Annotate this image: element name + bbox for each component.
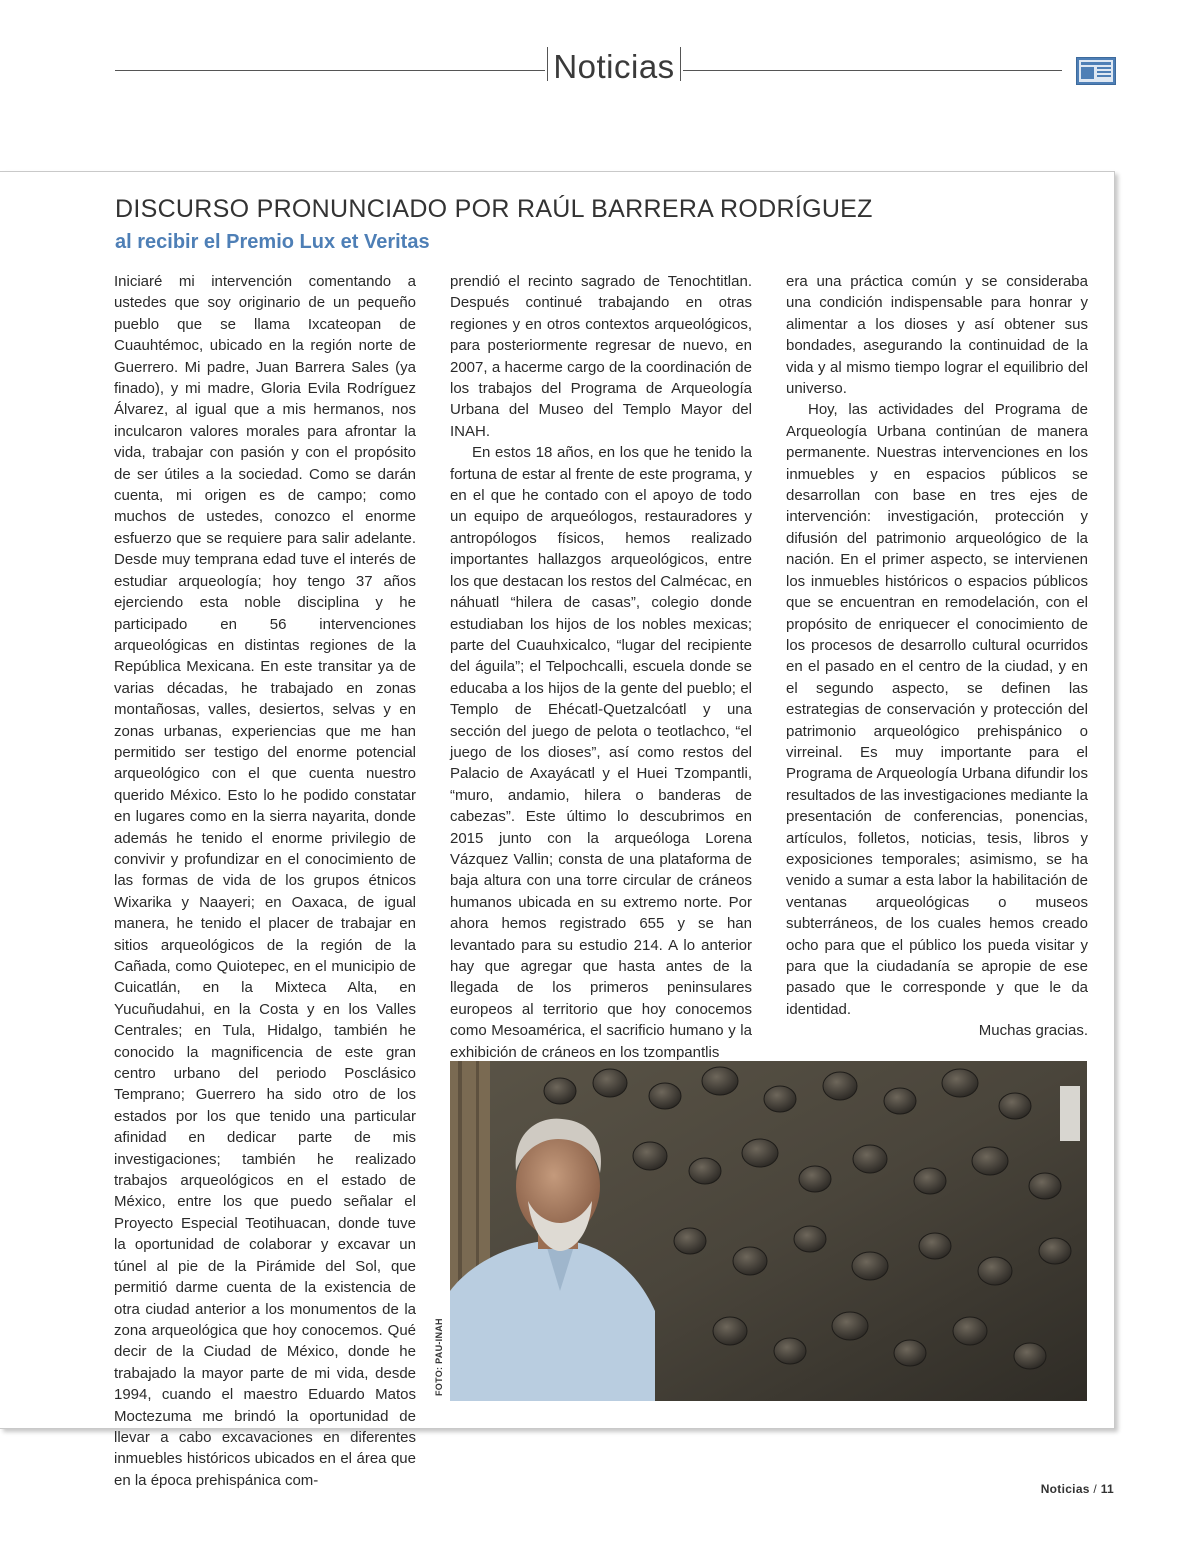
closing-line: Muchas gracias. xyxy=(978,1022,1088,1040)
paragraph: Hoy, las actividades del Programa de Arqueología Urbana continúan de manera permanente. Nuestras intervenciones en los inmuebles y en espacios públicos se desarrollan con base en tres ejes de intervención: investigación, protección y difusión del patrimonio arqueológico de la nación. En el primer aspecto, se intervienen los inmuebles históricos o espacios públicos que se encuentran en remodelación, con el propósito de enriquecer el conocimiento de los procesos de desarrollo cultural ocurridos en el pasado en el centro de la ciudad, y en el segundo aspecto, se definen las estrategias de conservación y protección del patrimonio arqueológico prehispánico o virreinal. Es muy importante para el Programa de Arqueología Urbana difundir los resultados de las investigaciones mediante la presentación de conferencias, ponencias, artículos, folletos, noticias, tesis, libros y exposiciones temporales; asimismo, se ha venido a sumar a esta labor la habilitación de ventanas arqueológicas o museos subterráneos, de los cuales hemos creado ocho para que el público los pueda visitar y para que la ciudadanía se apropie de ese pasado que le corresponde y que le da identidad. xyxy=(786,401,1088,1018)
article-column-2 xyxy=(450,271,752,1061)
paragraph: En estos 18 años, en los que he tenido la fortuna de estar al frente de este programa, y en el que he contado con el apoyo de todo un equipo de arqueólogos, restauradores y antropólogos físicos, hemos realizado importantes hallazgos arqueológicos, entre los que destacan los restos del Calmécac, en náhuatl “hilera de casas”, colegio donde estudiaban los hijos de los nobles mexicas; parte del Cuauhxicalco, “lugar del recipiente del águila”; el Telpochcalli, escuela donde se educaba a los hijos de la gente del pueblo; el Templo de Ehécatl-Quetzalcóatl y una sección del juego de pelota o teotlachco, “el juego de los dioses”, así como restos del Palacio de Axayácatl y el Huei Tzompantli, “muro, andamio, hilera o banderas de cabezas”. Este último lo descubrimos en 2015 junto con la arqueóloga Lorena Vázquez Vallin; consta de una plataforma de baja altura con una torre circular de cráneos humanos ubicada en su extremo norte. Por ahora hemos registrado 655 y se han levantado para su estudio 214. A lo anterior hay que agregar que hasta antes de la llegada de los primeros peninsulares europeos al territorio que hoy conocemos como Mesoamérica, el sacrificio humano y la exhibición de cráneos en los tzompantlis xyxy=(450,444,752,1061)
paragraph: Iniciaré mi intervención comentando a ustedes que soy originario de un pequeño pueblo que se llama Ixcateopan de Cuauhtémoc, ubicado en la región norte de Guerrero. Mi padre, Juan Barrera Sales (ya finado), y mi madre, Gloria Evila Rodríguez Álvarez, al igual que a mis hermanos, nos inculcaron valores morales para afrontar la vida, trabajar con pasión y con el propósito de ser útiles a la sociedad. Como se darán cuenta, mi origen es de campo; como muchos de ustedes, conozco el enorme esfuerzo que se requiere para salir adelante. Desde muy temprana edad tuve el interés de estudiar arqueología; hoy tengo 37 años ejerciendo esta noble disciplina y he participado en 56 intervenciones arqueológicas en distintas regiones de la República Mexicana. En este transitar ya de varias décadas, he trabajado en zonas montañosas, valles, desiertos, selvas y en zonas urbanas, experiencias que me han permitido ser testigo del enorme potencial arqueológico con el que cuenta nuestro querido México. Esto lo he podido constatar en lugares como en la sierra nayarita, donde además he tenido el enorme privilegio de convivir y profundizar en el conocimiento de las formas de vida de los grupos étnicos Wixarika y Naayeri; en Oaxaca, de igual manera, he tenido el placer de trabajar en sitios arqueológicos de la región de la Cañada, como Quiotepec, en el municipio de Cuicatlán, en la Mixteca Alta, en Yucuñudahui, en la Costa y en los Valles Centrales; en Tula, Hidalgo, también he conocido la magnificencia de este gran centro urbano del periodo Posclásico Temprano; Guerrero ha sido otro de los estados por los que tenido una particular afinidad en dedicar parte de mis investigaciones; también he realizado trabajos arqueológicos en el estado de México, entre los que puedo señalar el Proyecto Especial Teotihuacan, donde tuve la oportunidad de colaborar y excavar un túnel al pie de la Pirámide del Sol, que permitió darme cuenta de la existencia de otra ciudad anterior a los monumentos de la zona arqueológica que hoy conocemos. Qué decir de la Ciudad de México, donde he trabajado la mayor parte de mi vida, desde 1994, cuando el maestro Eduardo Matos Moctezuma me brindó la oportunidad de llevar a cabo excavaciones en diferentes inmuebles históricos ubicados en el área que en la época prehispánica com- xyxy=(114,273,416,1489)
section-title: Noticias xyxy=(547,47,681,81)
paragraph: prendió el recinto sagrado de Tenochtitlan. Después continué trabajando en otras regiones y en otros contextos arqueológicos, para posteriormente regresar de nuevo, en 2007, a hacerme cargo de la coordinación de los trabajos del Programa de Arqueología Urbana del Museo del Templo Mayor del INAH. xyxy=(450,273,752,440)
paragraph: era una práctica común y se consideraba una condición indispensable para honrar y alimentar a los dioses y así obtener sus bondades, asegurando la continuidad de la vida y al mismo tiempo lograr el equilibrio del universo. xyxy=(786,273,1088,398)
page-number: 11 xyxy=(1100,1482,1114,1496)
article-subhead: al recibir el Premio Lux et Veritas xyxy=(115,231,430,253)
photo-illustration xyxy=(450,1061,1087,1401)
article-photo xyxy=(450,1061,1087,1401)
article-column-1 xyxy=(114,271,416,1489)
article-headline: DISCURSO PRONUNCIADO POR RAÚL BARRERA RODRÍGUEZ xyxy=(115,195,873,223)
folio-section: Noticias xyxy=(1040,1482,1090,1496)
photo-credit: FOTO: PAU-INAH xyxy=(434,1318,444,1396)
article-column-3 xyxy=(786,271,1088,1040)
folio-separator: / xyxy=(1093,1482,1098,1496)
newspaper-icon xyxy=(1076,57,1116,85)
page-folio xyxy=(1041,1482,1114,1496)
header-rule-left xyxy=(115,70,545,71)
header-rule-right xyxy=(683,70,1062,71)
